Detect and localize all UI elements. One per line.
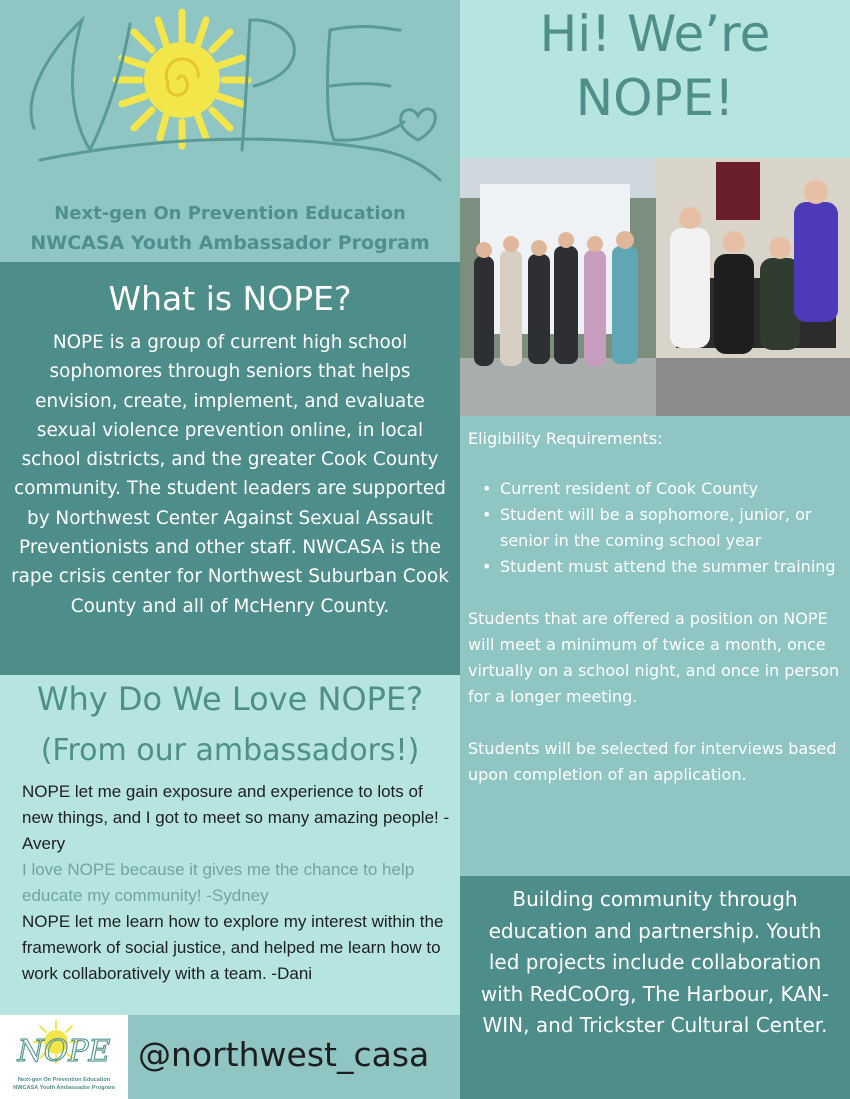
why-we-love-panel: [0, 675, 460, 1015]
logo-panel: [0, 0, 460, 262]
footer-logo: [0, 1015, 128, 1099]
quote-avery: NOPE let me gain exposure and experience to lots of new things, and I got to meet so many amazing people! -Avery: [22, 782, 450, 853]
eligibility-item: • Student will be a sophomore, junior, or senior in the coming school year: [482, 502, 850, 554]
meeting-frequency-text: Students that are offered a position on NOPE will meet a minimum of twice a month, once virtually on a school night, and once in person for a longer meeting.: [468, 609, 840, 706]
eligibility-panel: [460, 416, 850, 876]
footer-logo-wordmark: NOPE: [17, 1034, 111, 1069]
eligibility-heading: Eligibility Requirements:: [468, 429, 663, 448]
sun-icon: [116, 12, 248, 146]
why-we-love-title: Why Do We Love NOPE?: [36, 680, 424, 718]
logo-tagline-line1: Next-gen On Prevention Education: [54, 203, 406, 224]
community-panel: [460, 876, 850, 1099]
quote-sydney: I love NOPE because it gives me the chance to help educate my community! -Sydney: [22, 860, 415, 905]
greeting-panel: [460, 0, 850, 158]
quotes-list: [0, 771, 460, 987]
what-is-nope-panel: [0, 262, 460, 675]
group-photo-outdoor: [460, 158, 656, 416]
greeting-line1: Hi! We’re: [539, 5, 771, 63]
quote-dani: NOPE let me learn how to explore my interest within the framework of social justice, and helped me learn how to work collaboratively with a team. -Dani: [22, 912, 444, 983]
social-handle: @northwest_casa: [138, 1035, 430, 1074]
what-is-nope-body: NOPE is a group of current high school sophomores through seniors that helps envision, create, implement, and evaluate sexual violence prevention online, in local school districts, and the greater Cook County community. The student leaders are supported by Northwest Center Against Sexual Assault Preventionists and other staff. NWCASA is the rape crisis center for Northwest Suburban Cook County and all of McHenry County.: [11, 332, 449, 617]
what-is-nope-title: What is NOPE?: [108, 279, 352, 318]
logo-tagline-line2: NWCASA Youth Ambassador Program: [30, 232, 430, 254]
footer-logo-tagline1: Next-gen On Prevention Education: [17, 1077, 111, 1083]
nope-logo: [0, 0, 460, 200]
group-photo-indoor: [656, 158, 850, 416]
eligibility-item: • Current resident of Cook County: [482, 476, 850, 502]
footer-logo-tagline2: NWCASA Youth Ambassador Program: [13, 1085, 115, 1091]
community-text: Building community through education and partnership. Youth led projects include collaboration with RedCoOrg, The Harbour, KAN-WIN, and Trickster Cultural Center.: [480, 887, 830, 1037]
greeting-line2: NOPE!: [575, 69, 735, 127]
why-we-love-subtitle: (From our ambassadors!): [40, 733, 420, 768]
eligibility-item: • Student must attend the summer training: [482, 554, 850, 580]
social-handle-panel: [128, 1015, 460, 1099]
selection-text: Students will be selected for interviews based upon completion of an application.: [468, 739, 837, 784]
eligibility-list: [468, 476, 850, 580]
